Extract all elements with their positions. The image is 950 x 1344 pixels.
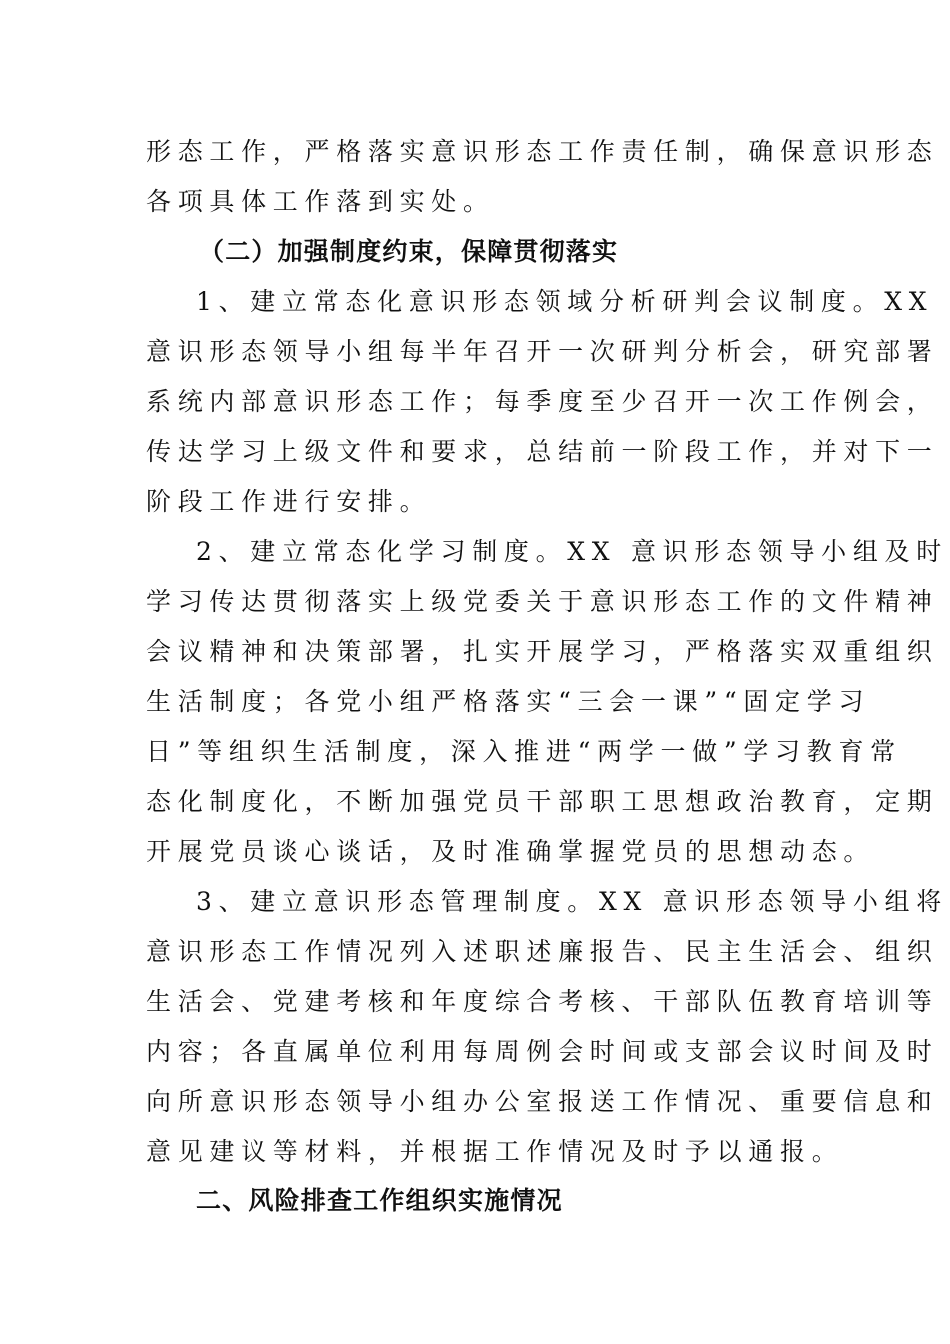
paragraph-line: 系统内部意识形态工作；每季度至少召开一次工作例会，: [146, 387, 939, 416]
paragraph-line: 各项具体工作落到实处。: [146, 187, 495, 216]
paragraph-line: 阶段工作进行安排。: [146, 487, 432, 516]
paragraph-line: 形态工作，严格落实意识形态工作责任制，确保意识形态: [146, 137, 939, 166]
paragraph-line: 1、建立常态化意识形态领域分析研判会议制度。XX: [196, 287, 934, 316]
paragraph-line: 生活会、党建考核和年度综合考核、干部队伍教育培训等: [146, 987, 939, 1016]
paragraph-line: 生活制度；各党小组严格落实“三会一课”“固定学习: [146, 687, 871, 716]
paragraph-line: 意见建议等材料，并根据工作情况及时予以通报。: [146, 1137, 844, 1166]
paragraph-line: 传达学习上级文件和要求，总结前一阶段工作，并对下一: [146, 437, 939, 466]
paragraph-line: 会议精神和决策部署，扎实开展学习，严格落实双重组织: [146, 637, 939, 666]
paragraph-line: 学习传达贯彻落实上级党委关于意识形态工作的文件精神: [146, 587, 939, 616]
paragraph-line: 态化制度化，不断加强党员干部职工思想政治教育，定期: [146, 787, 939, 816]
paragraph-line: 向所意识形态领导小组办公室报送工作情况、重要信息和: [146, 1087, 939, 1116]
paragraph-line: 意识形态工作情况列入述职述廉报告、民主生活会、组织: [146, 937, 939, 966]
paragraph-line: 日”等组织生活制度，深入推进“两学一做”学习教育常: [146, 737, 902, 766]
section-heading: 二、风险排查工作组织实施情况: [196, 1186, 563, 1215]
section-subheading: （二）加强制度约束，保障贯彻落实: [199, 237, 619, 266]
paragraph-line: 内容；各直属单位利用每周例会时间或支部会议时间及时: [146, 1037, 939, 1066]
paragraph-line: 3、建立意识形态管理制度。XX 意识形态领导小组将: [196, 887, 948, 916]
paragraph-line: 意识形态领导小组每半年召开一次研判分析会，研究部署: [146, 337, 939, 366]
paragraph-line: 开展党员谈心谈话，及时准确掌握党员的思想动态。: [146, 837, 876, 866]
paragraph-line: 2、建立常态化学习制度。XX 意识形态领导小组及时: [196, 537, 948, 566]
